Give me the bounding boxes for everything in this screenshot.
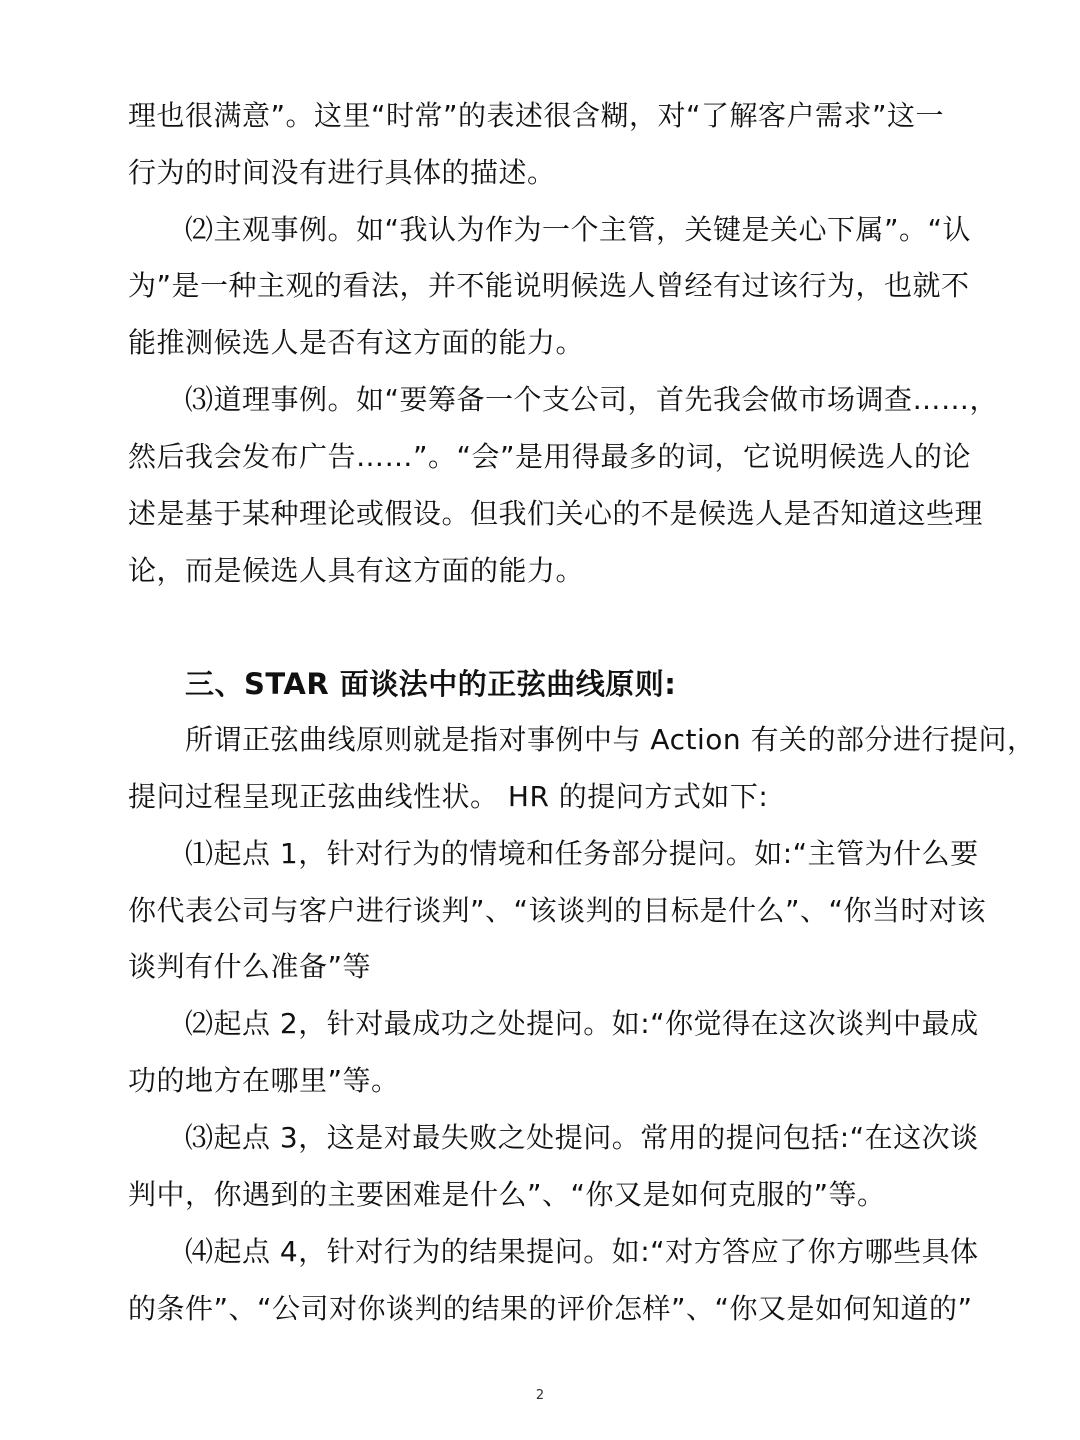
list-item-start-point-4: ⑷起点 4，针对行为的结果提问。如:“对方答应了你方哪些具体: [185, 1235, 979, 1268]
list-item-subjective-example: ⑵主观事例。如“我认为作为一个主管，关键是关心下属”。“认: [185, 213, 972, 246]
text-line: 然后我会发布广告……”。“会”是用得最多的词，它说明候选人的论: [128, 440, 972, 473]
text-line: 为”是一种主观的看法，并不能说明候选人曾经有过该行为，也就不: [128, 269, 970, 302]
paragraph-first-line: 所谓正弦曲线原则就是指对事例中与 Action 有关的部分进行提问，: [185, 723, 1036, 756]
list-item-start-point-1: ⑴起点 1，针对行为的情境和任务部分提问。如:“主管为什么要: [185, 837, 979, 870]
list-item-start-point-3: ⑶起点 3，这是对最失败之处提问。常用的提问包括:“在这次谈: [185, 1121, 979, 1154]
text-line: 你代表公司与客户进行谈判”、“该谈判的目标是什么”、“你当时对该: [128, 894, 987, 927]
section-heading: 三、STAR 面谈法中的正弦曲线原则:: [185, 667, 677, 701]
text-line: 理也很满意”。这里“时常”的表述很含糊，对“了解客户需求”这一: [128, 99, 945, 132]
text-line: 论，而是候选人具有这方面的能力。: [128, 554, 585, 587]
text-line: 述是基于某种理论或假设。但我们关心的不是候选人是否知道这些理: [128, 497, 984, 530]
text-line: 能推测候选人是否有这方面的能力。: [128, 326, 585, 359]
text-line: 的条件”、“公司对你谈判的结果的评价怎样”、“你又是如何知道的”: [128, 1292, 973, 1325]
text-line: 提问过程呈现正弦曲线性状。 HR 的提问方式如下:: [128, 780, 769, 813]
list-item-reasoning-example: ⑶道理事例。如“要筹备一个支公司，首先我会做市场调查……，: [185, 383, 999, 416]
page-number: 2: [535, 1388, 545, 1403]
text-line: 谈判有什么准备”等: [128, 950, 372, 983]
text-line: 判中，你遇到的主要困难是什么”、“你又是如何克服的”等。: [128, 1178, 886, 1211]
list-item-start-point-2: ⑵起点 2，针对最成功之处提问。如:“你觉得在这次谈判中最成: [185, 1007, 979, 1040]
text-line: 行为的时间没有进行具体的描述。: [128, 156, 556, 189]
text-line: 功的地方在哪里”等。: [128, 1064, 400, 1097]
